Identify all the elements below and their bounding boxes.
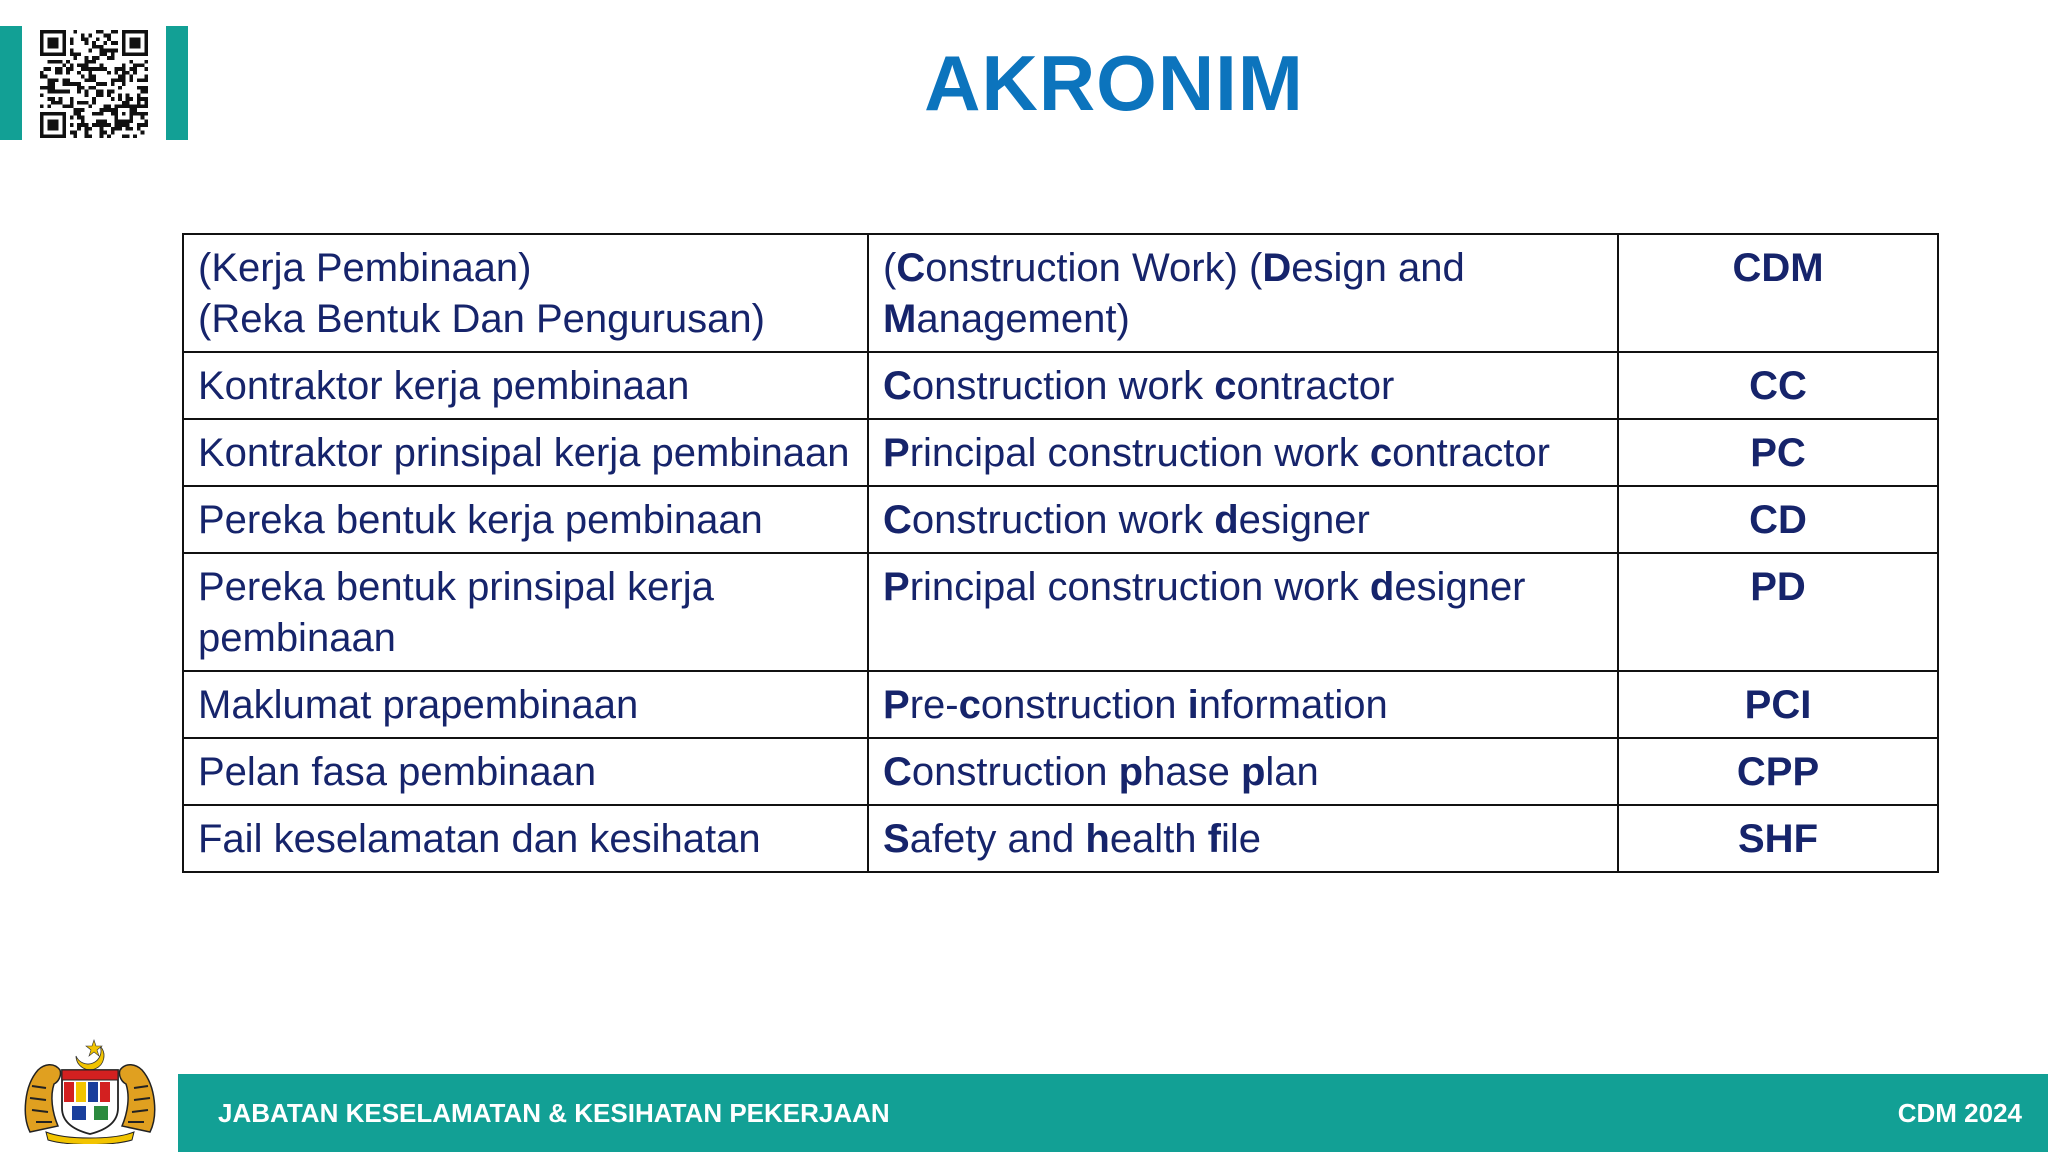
english-term-text: re-	[909, 683, 959, 727]
english-term-text: esigner	[1394, 565, 1526, 609]
english-term-cell	[868, 553, 1618, 671]
english-term-text: rincipal construction work	[909, 565, 1370, 609]
acronym-letter: p	[1118, 750, 1144, 794]
malaysia-coat-of-arms-icon	[16, 1036, 164, 1144]
table-row	[183, 553, 1938, 671]
english-term-text: rincipal construction work	[909, 431, 1370, 475]
acronym-letter: P	[883, 565, 910, 609]
acronym-cell: CD	[1618, 486, 1938, 553]
english-term-text: anagement)	[916, 297, 1130, 341]
english-term-text: onstruction work	[911, 364, 1215, 408]
acronym-letter: h	[1085, 817, 1110, 861]
english-term-text: ontractor	[1392, 431, 1550, 475]
english-term-text: onstruction	[911, 750, 1119, 794]
acronym-letter: M	[883, 297, 917, 341]
english-term-text: esign and	[1291, 246, 1465, 290]
english-term-cell	[868, 234, 1618, 352]
acronym-letter: C	[896, 246, 926, 290]
malay-term-text: (Kerja Pembinaan)	[198, 246, 532, 290]
acronym-letter: d	[1214, 498, 1239, 542]
acronym-table	[182, 233, 1939, 873]
malay-term-cell	[183, 419, 868, 486]
acronym-letter: c	[1369, 431, 1393, 475]
footer-code: CDM 2024	[1897, 1097, 2022, 1128]
acronym-letter: C	[883, 364, 912, 408]
malay-term-text: Pelan fasa pembinaan	[198, 750, 597, 794]
acronym-letter: p	[1240, 750, 1266, 794]
acronym-letter: P	[883, 683, 910, 727]
malay-term-text: Pereka bentuk kerja pembinaan	[198, 498, 763, 542]
table-row	[183, 738, 1938, 805]
acronym-cell: PC	[1618, 419, 1938, 486]
table-row	[183, 805, 1938, 872]
malay-term-text: Kontraktor kerja pembinaan	[198, 364, 690, 408]
acronym-cell: PD	[1618, 553, 1938, 671]
english-term-cell	[868, 352, 1618, 419]
malay-term-cell	[183, 671, 868, 738]
acronym-letter: i	[1187, 683, 1199, 727]
slide-title: AKRONIM	[924, 39, 1304, 127]
acronym-letter: d	[1369, 565, 1395, 609]
malay-term-text: (Reka Bentuk Dan Pengurusan)	[198, 297, 765, 341]
footer-department: JABATAN KESELAMATAN & KESIHATAN PEKERJAAN	[218, 1097, 890, 1128]
acronym-letter: S	[883, 817, 910, 861]
english-term-text: nformation	[1198, 683, 1388, 727]
footer-bar	[178, 1074, 2048, 1152]
english-term-text: onstruction Work) (	[925, 246, 1263, 290]
english-term-text: ile	[1221, 817, 1262, 861]
english-term-text: ontractor	[1236, 364, 1395, 408]
english-term-text: (	[883, 246, 897, 290]
acronym-cell: CDM	[1618, 234, 1938, 352]
malay-term-cell	[183, 486, 868, 553]
english-term-text: esigner	[1238, 498, 1370, 542]
malay-term-text: Pereka bentuk prinsipal kerja pembinaan	[198, 565, 714, 660]
english-term-cell	[868, 671, 1618, 738]
malay-term-text: Fail keselamatan dan kesihatan	[198, 817, 761, 861]
malay-term-text: Kontraktor prinsipal kerja pembinaan	[198, 431, 850, 475]
table-row	[183, 419, 1938, 486]
english-term-text: onstruction work	[911, 498, 1215, 542]
malay-term-cell	[183, 553, 868, 671]
acronym-letter: P	[883, 431, 910, 475]
malay-term-cell	[183, 805, 868, 872]
table-row	[183, 486, 1938, 553]
english-term-cell	[868, 805, 1618, 872]
acronym-letter: C	[883, 498, 912, 542]
english-term-cell	[868, 419, 1618, 486]
acronym-letter: c	[1214, 364, 1237, 408]
acronym-cell: SHF	[1618, 805, 1938, 872]
english-term-text: ealth	[1109, 817, 1208, 861]
malay-term-cell	[183, 352, 868, 419]
malay-term-cell	[183, 738, 868, 805]
acronym-cell: CPP	[1618, 738, 1938, 805]
english-term-text: lan	[1265, 750, 1319, 794]
english-term-text: onstruction	[980, 683, 1188, 727]
english-term-text: hase	[1143, 750, 1241, 794]
acronym-letter: D	[1262, 246, 1292, 290]
english-term-text: afety and	[909, 817, 1086, 861]
table-row	[183, 671, 1938, 738]
malay-term-text: Maklumat prapembinaan	[198, 683, 639, 727]
acronym-letter: f	[1207, 817, 1221, 861]
malay-term-cell	[183, 234, 868, 352]
english-term-cell	[868, 486, 1618, 553]
acronym-cell: CC	[1618, 352, 1938, 419]
english-term-cell	[868, 738, 1618, 805]
table-row	[183, 352, 1938, 419]
acronym-letter: c	[958, 683, 981, 727]
acronym-letter: C	[883, 750, 912, 794]
acronym-cell: PCI	[1618, 671, 1938, 738]
table-row	[183, 234, 1938, 352]
